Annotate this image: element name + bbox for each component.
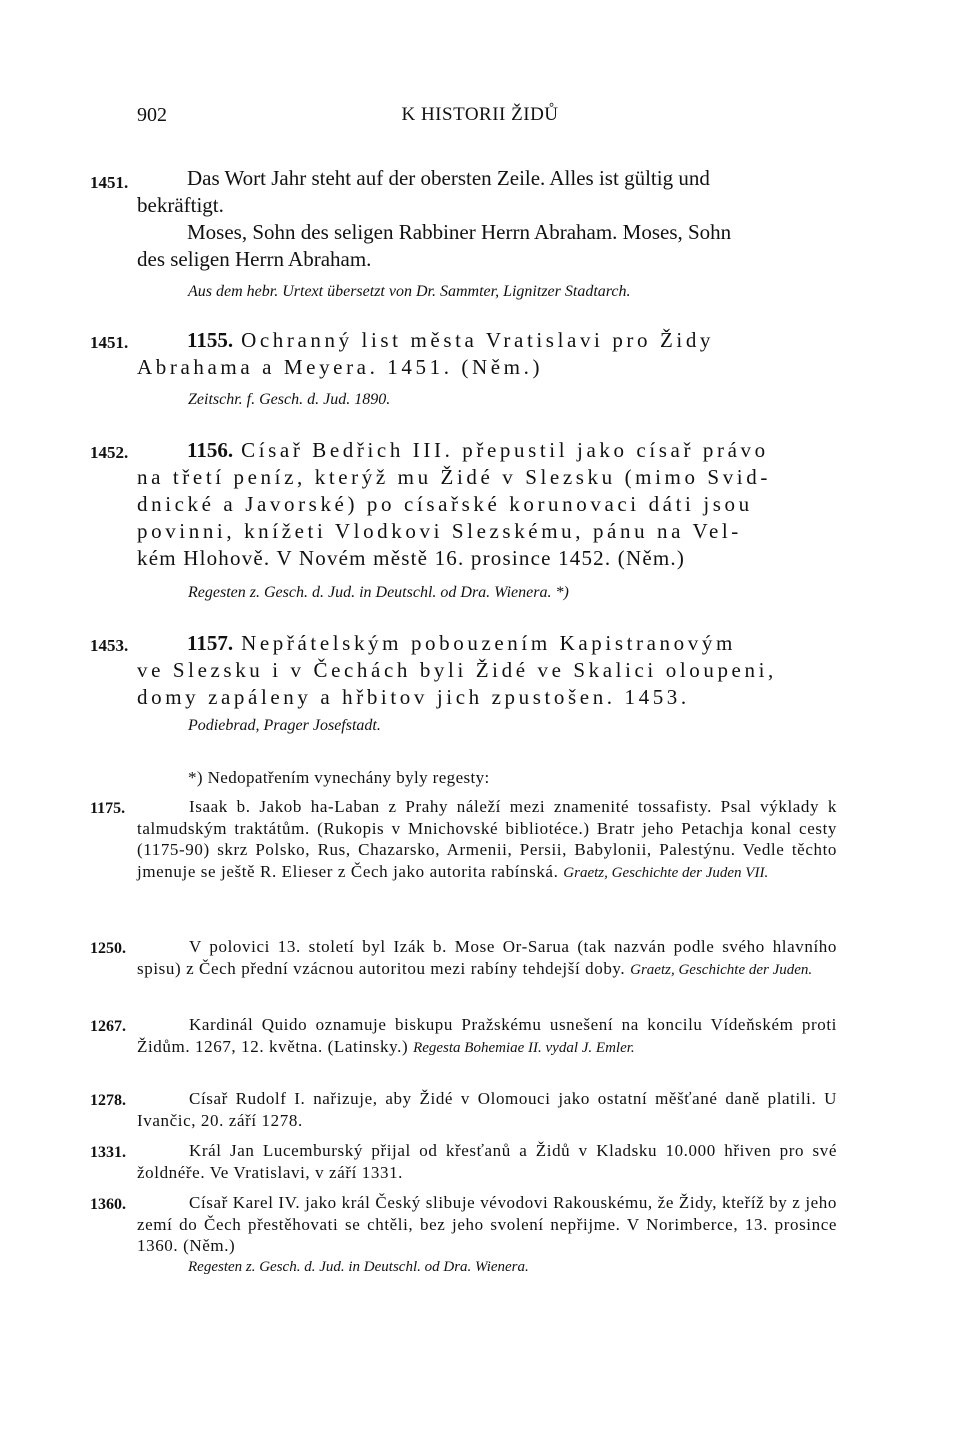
text-span: Nepřátelským pobouzením Kapistranovým [241,631,736,655]
footnote-text: Císař Rudolf I. nařizuje, aby Židé v Olomouci jako ostatní měšťané daně platili. U Ivančic, 20. září 1278. [137,1089,837,1130]
footnote-item-1175 [0,796,960,884]
text-line [137,327,837,354]
footnote-title: *) Nedopatřením vynechány byly regesty: [188,768,490,787]
footnote-year: 1360. [90,1196,126,1213]
text-line: ve Slezsku i v Čechách byli Židé ve Skalici oloupeni, [137,658,777,682]
regest-number: 1157. [187,631,234,655]
footnote-source: Graetz, Geschichte der Juden. [630,961,813,978]
text-span: Císař Bedřich III. přepustil jako císař právo [241,438,769,462]
footnote-text: Král Jan Lucemburský přijal od křesťanů a Židů v Kladsku 10.000 hřiven pro své žoldnéře. Ve Vratislavi, v září 1331. [137,1141,837,1182]
regest-number: 1156. [187,438,234,462]
running-title: K HISTORII ŽIDŮ [401,104,559,125]
text-line: na třetí peníz, kterýž mu Židé v Slezsku (mimo Svid- [137,465,771,489]
text-line: des seligen Herrn Abraham. [137,247,372,271]
entry-text [137,437,837,572]
text-line: kém Hlohově. V Novém městě 16. prosince 1452. (Něm.) [137,546,686,570]
footnote-source: Graetz, Geschichte der Juden VII. [563,864,769,881]
footnote-year: 1250. [90,940,126,957]
entry-year: 1452. [90,443,129,462]
text-span: Ochranný list města Vratislavi pro Židy [241,328,715,352]
text-line [137,630,837,657]
entry-1156 [0,437,960,604]
footnote-text [137,1014,837,1059]
footnote-body: Isaak b. Jakob ha-Laban z Prahy náleží mezi znamenité tossafisty. Psal výklady k talmudským traktátům. (Rukopis v Mnichovské bibliotéce.) Bratr jeho Petachja konal cesty (1175-90) skrz Polsko, Rus, Chazarsko, Armenii, Persii, Babylonii, Palestýnu. Vedle těchto jmenuje se ještě R. Elieser z Čech jako autorita rabínská. [137,797,837,881]
entry-year: 1451. [90,333,129,352]
text-line: Abrahama a Meyera. 1451. (Něm.) [137,355,544,379]
running-head [0,104,960,134]
text-line: dnické a Javorské) po císařské korunovaci dáti jsou [137,492,753,516]
text-line: bekräftigt. [137,193,224,217]
footnote-item-1360 [0,1192,960,1277]
entry-year: 1451. [90,173,129,192]
entry-source: Aus dem hebr. Urtext übersetzt von Dr. Sammter, Lignitzer Stadtarch. [188,283,631,300]
footnote-year: 1175. [90,800,126,817]
text-line: Moses, Sohn des seligen Rabbiner Herrn Abraham. Moses, Sohn [187,220,732,244]
entry-1155 [0,327,960,411]
footnote-text [137,936,837,981]
footnote-item-1267 [0,1014,960,1059]
text-line: povinni, knížeti Vlodkovi Slezskému, pánu na Vel- [137,519,742,543]
entry-text [137,165,837,273]
footnote-item-1331 [0,1140,960,1183]
entry-source: Podiebrad, Prager Josefstadt. [188,717,381,734]
entry-1451-letter [0,165,960,303]
regest-number: 1155. [187,328,234,352]
entry-text [137,630,837,711]
entry-year: 1453. [90,636,129,655]
text-line: domy zapáleny a hřbitov jich zpustošen. 1453. [137,685,690,709]
footnote-source: Regesten z. Gesch. d. Jud. in Deutschl. od Dra. Wienera. [188,1258,529,1275]
footnote-item-1250 [0,936,960,981]
footnote-year: 1331. [90,1144,126,1161]
footnote-text [137,796,837,884]
entry-source: Regesten z. Gesch. d. Jud. in Deutschl. od Dra. Wienera. *) [188,584,569,601]
footnote-year: 1267. [90,1018,126,1035]
footnote-body: Kardinál Quido oznamuje biskupu Pražskému usnešení na koncilu Vídeňském proti Židům. 1267, 12. května. (Latinsky.) [137,1015,837,1056]
entry-text [137,327,837,381]
footnote-item-1278 [0,1088,960,1131]
footnote-text: Císař Karel IV. jako král Český slibuje vévodovi Rakouskému, že Židy, kteříž by z jeho zemí do Čech přestěhovati se chtěli, bez jeho svolení nepřijme. V Norimberce, 13. prosince 1360. (Něm.) [137,1193,837,1255]
footnote-body: V polovici 13. století byl Izák b. Mose Or-Sarua (tak nazván podle svého hlavního spisu) z Čech přední vzácnou autoritou mezi rabíny tehdejší doby. [137,937,837,978]
footnote-source: Regesta Bohemiae II. vydal J. Emler. [413,1039,635,1056]
page-number: 902 [137,104,167,126]
entry-1157 [0,630,960,737]
footnote-year: 1278. [90,1092,126,1109]
text-line: Das Wort Jahr steht auf der obersten Zeile. Alles ist gültig und [187,166,710,190]
entry-source: Zeitschr. f. Gesch. d. Jud. 1890. [188,391,391,408]
text-line [137,437,837,464]
